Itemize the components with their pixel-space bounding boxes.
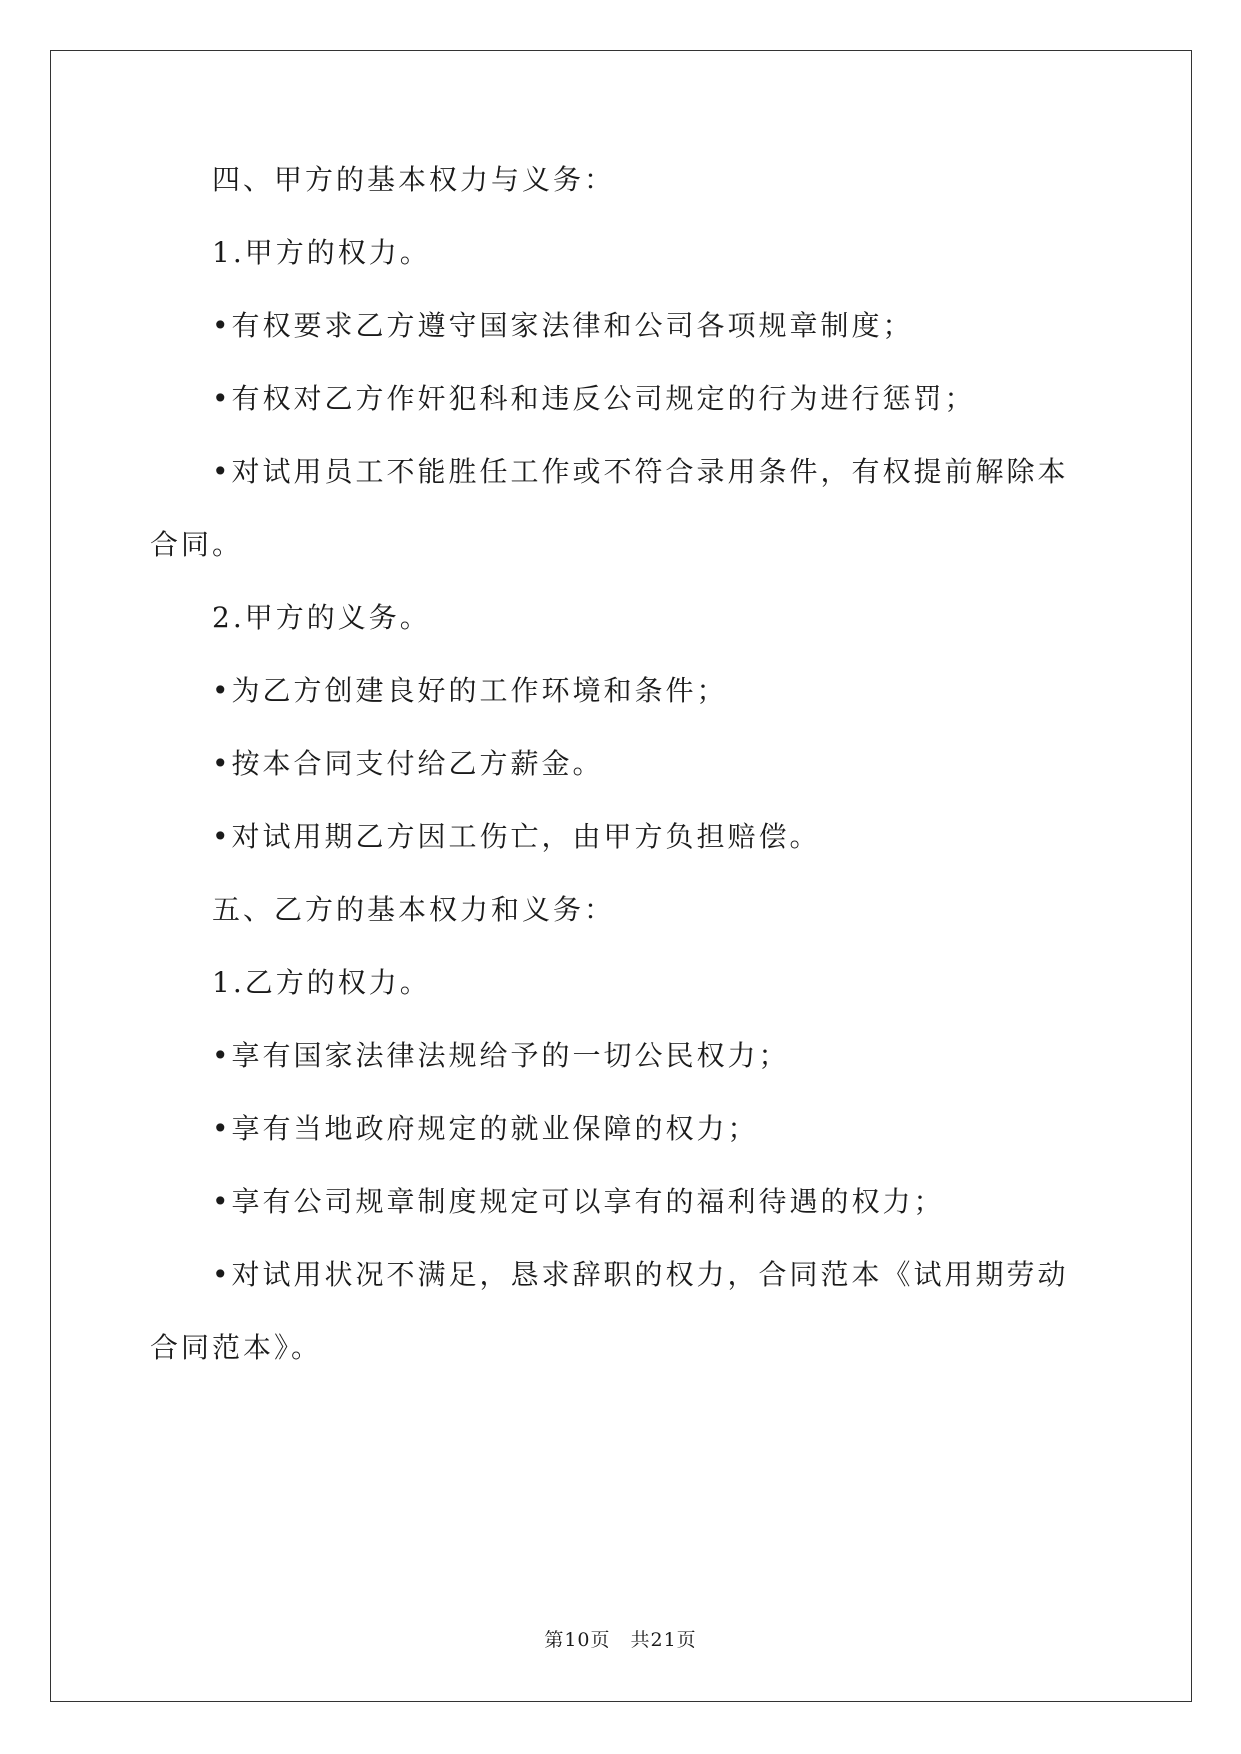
list-item-continuation: 合同。 (150, 528, 244, 561)
list-item: •享有公司规章制度规定可以享有的福利待遇的权力； (212, 1185, 945, 1218)
list-item: •对试用状况不满足，恳求辞职的权力，合同范本《试用期劳动 (212, 1258, 1069, 1291)
list-item-continuation: 合同范本》。 (150, 1331, 323, 1364)
list-item: •对试用员工不能胜任工作或不符合录用条件，有权提前解除本 (212, 455, 1069, 488)
page-number-footer: 第10页 共21页 (544, 1629, 697, 1651)
subheading-party-a-duties: 2.甲方的义务。 (212, 601, 431, 634)
list-item: •按本合同支付给乙方薪金。 (212, 747, 604, 780)
list-item: •享有当地政府规定的就业保障的权力； (212, 1112, 759, 1145)
list-item: •对试用期乙方因工伤亡，由甲方负担赔偿。 (212, 820, 821, 853)
list-item: •享有国家法律法规给予的一切公民权力； (212, 1039, 790, 1072)
page-border (50, 50, 1192, 1702)
list-item: •为乙方创建良好的工作环境和条件； (212, 674, 728, 707)
list-item: •有权对乙方作奸犯科和违反公司规定的行为进行惩罚； (212, 382, 976, 415)
subheading-party-a-rights: 1.甲方的权力。 (212, 236, 431, 269)
section-heading-4: 四、甲方的基本权力与义务： (212, 163, 616, 196)
subheading-party-b-rights: 1.乙方的权力。 (212, 966, 431, 999)
list-item: •有权要求乙方遵守国家法律和公司各项规章制度； (212, 309, 914, 342)
section-heading-5: 五、乙方的基本权力和义务： (212, 893, 616, 926)
